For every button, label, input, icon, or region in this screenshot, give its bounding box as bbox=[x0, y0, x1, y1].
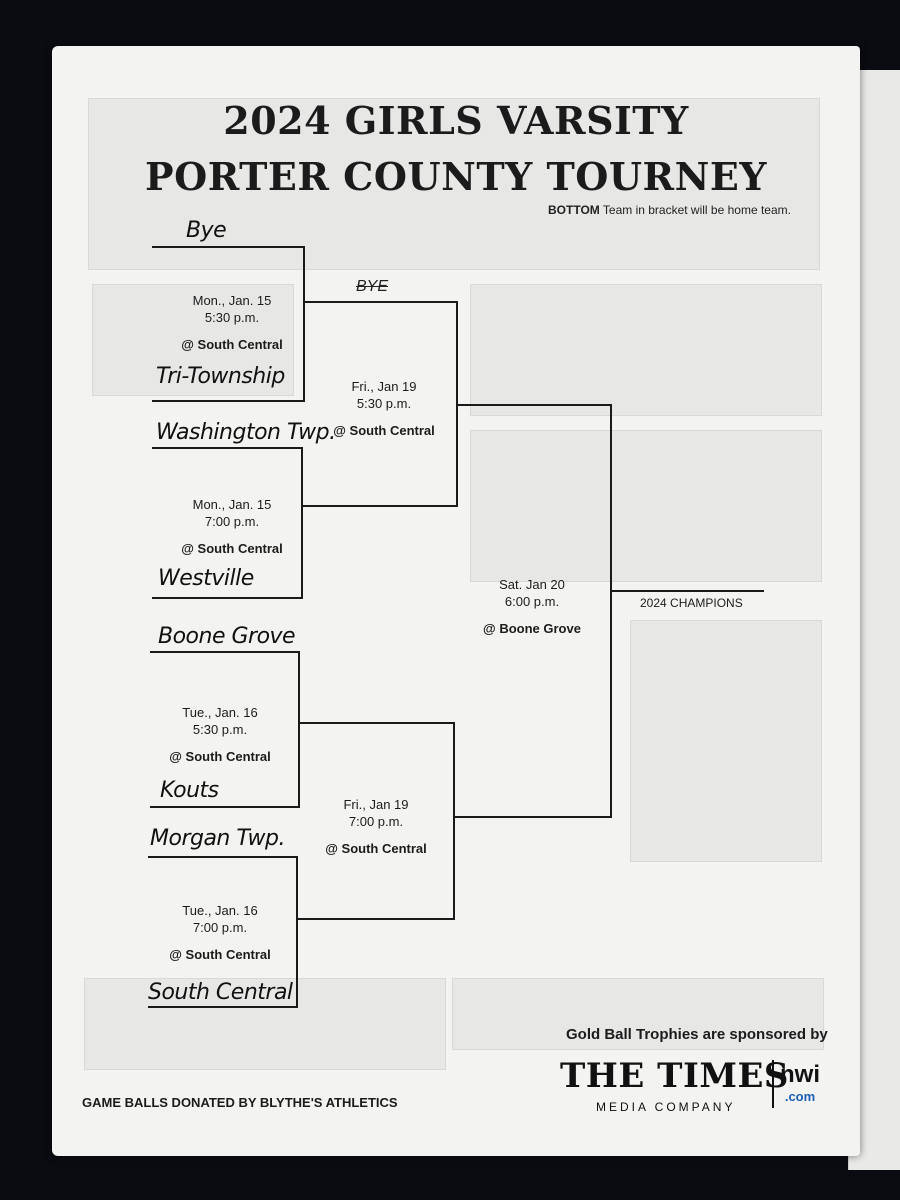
bracket-line bbox=[150, 806, 300, 808]
media-company-text: MEDIA COMPANY bbox=[596, 1100, 736, 1114]
bracket-line bbox=[453, 722, 455, 920]
bracket-line bbox=[301, 505, 458, 507]
home-team-note: BOTTOM Team in bracket will be home team. bbox=[548, 203, 791, 217]
semifinal-2-info: Fri., Jan 19 7:00 p.m. @ South Central bbox=[325, 797, 427, 856]
game-4-info: Tue., Jan. 16 7:00 p.m. @ South Central bbox=[169, 903, 271, 962]
bracket-line bbox=[610, 404, 612, 818]
team-slot-8: South Central bbox=[148, 980, 293, 1005]
bracket-line bbox=[152, 246, 305, 248]
bracket-line bbox=[150, 651, 300, 653]
bleed-through-ad bbox=[470, 430, 822, 582]
bracket-line bbox=[298, 722, 455, 724]
bracket-line bbox=[296, 918, 455, 920]
semifinal-1-info: Fri., Jan 19 5:30 p.m. @ South Central bbox=[333, 379, 435, 438]
bracket-line bbox=[303, 301, 458, 303]
team-slot-4: Westville bbox=[158, 566, 254, 591]
bracket-line bbox=[296, 856, 298, 1008]
nwi-logo: nwi .com bbox=[772, 1060, 826, 1108]
game-2-info: Mon., Jan. 15 7:00 p.m. @ South Central bbox=[181, 497, 283, 556]
bracket-line bbox=[298, 651, 300, 808]
bleed-through-ad bbox=[470, 284, 822, 416]
title-line-2: PORTER COUNTY TOURNEY bbox=[145, 154, 767, 199]
times-logo: THE TIMES bbox=[560, 1056, 789, 1096]
team-slot-6: Kouts bbox=[160, 778, 219, 803]
bracket-line bbox=[148, 1006, 298, 1008]
game-1-info: Mon., Jan. 15 5:30 p.m. @ South Central bbox=[181, 293, 283, 352]
bracket-line bbox=[303, 246, 305, 402]
champion-line bbox=[610, 590, 764, 592]
bracket-line bbox=[456, 404, 612, 406]
title-line-1: 2024 GIRLS VARSITY bbox=[223, 98, 689, 143]
bracket-line bbox=[152, 400, 305, 402]
team-slot-1: Bye bbox=[186, 218, 227, 243]
bracket-line bbox=[148, 856, 298, 858]
champions-label: 2024 CHAMPIONS bbox=[640, 596, 743, 610]
team-slot-5: Boone Grove bbox=[158, 624, 296, 649]
final-info: Sat. Jan 20 6:00 p.m. @ Boone Grove bbox=[483, 577, 581, 636]
bracket-line bbox=[152, 447, 303, 449]
bracket-line bbox=[152, 597, 303, 599]
game-3-info: Tue., Jan. 16 5:30 p.m. @ South Central bbox=[169, 705, 271, 764]
team-slot-3: Washington Twp. bbox=[156, 420, 336, 445]
struck-bye-label: BYE bbox=[356, 278, 389, 295]
team-slot-2: Tri-Township bbox=[156, 364, 285, 389]
game-balls-credit: GAME BALLS DONATED BY BLYTHE'S ATHLETICS bbox=[82, 1095, 398, 1110]
sponsor-text: Gold Ball Trophies are sponsored by bbox=[566, 1026, 828, 1043]
bracket-line bbox=[453, 816, 612, 818]
team-slot-7: Morgan Twp. bbox=[150, 826, 285, 851]
bleed-through-ad bbox=[630, 620, 822, 862]
